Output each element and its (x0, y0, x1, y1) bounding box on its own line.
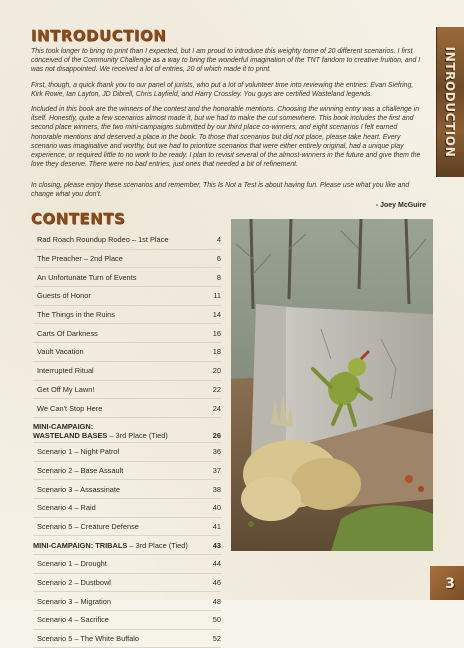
intro-paragraph-1: This took longer to bring to print than I expected, but I am proud to introduce this weighty tome of 20 different scenarios. I first conceived of the Community Challenge as a way to bring the wonderful imagination of the TNT fandom to creative fruition, and I was not disappointed. We received a lot of entries, 20 of which made it to print. (31, 48, 421, 74)
toc-entry-title: Scenario 4 – Sacrifice (37, 615, 109, 625)
toc-entry-title: The Things in the Ruins (37, 310, 115, 320)
toc-entry-title: The Preacher – 2nd Place (37, 254, 123, 264)
toc-entry-title: Scenario 2 – Dustbowl (37, 578, 111, 588)
toc-section-label: WASTELAND BASES (33, 430, 108, 440)
toc-entry-title: Interrupted Ritual (37, 366, 94, 376)
toc-section-line1: MINI-CAMPAIGN: (33, 421, 94, 431)
toc-entry-title: Scenario 2 – Base Assault (37, 465, 124, 475)
toc-entry-title: Scenario 3 – Assassinate (37, 484, 120, 494)
contents-heading: CONTENTS (31, 210, 126, 228)
toc-entry[interactable] (33, 443, 221, 462)
toc-entry[interactable] (33, 555, 221, 574)
toc-entry[interactable] (33, 480, 221, 499)
toc-entry-title: Scenario 5 – The White Buffalo (37, 634, 140, 644)
toc-entry[interactable] (33, 381, 221, 400)
toc-entry-page: 4 (216, 235, 221, 245)
toc-entry-page: 14 (212, 310, 221, 320)
toc-section-page: 43 (212, 540, 221, 550)
toc-entry[interactable] (33, 231, 221, 250)
toc-entry-page: 41 (212, 521, 221, 531)
toc-entry-title: Guests of Honor (37, 291, 91, 301)
toc-entry[interactable] (33, 306, 221, 325)
toc-section-suffix: – 3rd Place (Tied) (127, 540, 188, 550)
toc-entry-title: We Can't Stop Here (37, 403, 103, 413)
toc-entry-title: Rad Roach Roundup Rodeo – 1st Place (37, 235, 169, 245)
toc-entry-page: 44 (212, 559, 221, 569)
toc-entry-page: 11 (213, 291, 221, 301)
toc-entry-page: 22 (212, 384, 221, 394)
toc-section-suffix: – 3rd Place (Tied) (107, 430, 168, 440)
toc-entry[interactable] (33, 462, 221, 481)
toc-entry[interactable] (33, 611, 221, 630)
intro-heading: INTRODUCTION (31, 27, 167, 45)
toc-entry[interactable] (33, 250, 221, 269)
toc-entry-page: 18 (212, 347, 221, 357)
toc-entry-title: Scenario 4 – Raid (37, 503, 96, 513)
side-tab-label: INTRODUCTION (443, 46, 457, 158)
toc-entry-title: Vault Vacation (37, 347, 84, 357)
toc-entry[interactable] (33, 574, 221, 593)
toc-entry[interactable] (33, 499, 221, 518)
toc-section-label: MINI-CAMPAIGN: TRIBALS (33, 540, 128, 550)
toc-section-wasteland-bases[interactable] (33, 418, 221, 443)
diorama-illustration (231, 219, 433, 551)
diorama-photo (231, 219, 433, 551)
toc-entry-title: Scenario 3 – Migration (37, 596, 111, 606)
toc-entry-title: Scenario 5 – Creature Defense (37, 521, 139, 531)
toc-entry[interactable] (33, 343, 221, 362)
side-tab (436, 27, 464, 177)
toc-entry-page: 50 (212, 615, 221, 625)
toc-entry-title: Scenario 1 – Night Patrol (37, 447, 120, 457)
intro-paragraph-4: In closing, please enjoy these scenarios and remember, This Is Not a Test is about having fun. Please use what you like and change what you don't. (31, 182, 410, 199)
toc-entry-title: An Unfortunate Turn of Events (37, 272, 137, 282)
toc-entry-title: Carts Of Darkness (37, 328, 98, 338)
toc-entry-page: 46 (212, 578, 221, 588)
intro-paragraph-2: First, though, a quick thank you to our panel of jurists, who put a lot of volunteer time into reviewing the entries: Evan Siefring, Kirk Rowe, Ian Layton, JD Dibrell, Chris Layfield, and Harry Crossley. You guys are certified Wasteland legends. (31, 82, 414, 99)
toc-entry-page: 20 (212, 366, 221, 376)
intro-paragraph-3: Included in this book are the winners of the contest and the honorable mentions. Choosing the winning entry was a challenge in itself. Honestly, quite a few scenarios almost made it, but we had to make the cut somewhere. This book includes the first and second place winners, the two mini-campaigns submitted by our third place co-winners, and eight scenarios I felt earned honorable mentions and deserved a place in the book. To those that scenarios but did not place, please take heart. Every scenario was imaginative and worthy, but we had to prioritize scenarios that were either entirely original, had a unique play experience, or required little to no work to be ready. I plan to revisit several of the almost-winners in the future and give them the love they deserve. There were no bad entries, just ones that needed a bit of refinement. (31, 106, 421, 169)
toc-entry[interactable] (33, 518, 221, 537)
toc-entry[interactable] (33, 268, 221, 287)
toc-entry-title: Scenario 1 – Drought (37, 559, 107, 569)
intro-signature: - Joey McGuire (375, 202, 426, 209)
toc-entry[interactable] (33, 324, 221, 343)
toc-entry-page: 37 (212, 465, 221, 475)
toc-entry-page: 24 (212, 403, 221, 413)
toc-entry-page: 6 (216, 254, 221, 264)
toc-entry[interactable] (33, 592, 221, 611)
toc-entry[interactable] (33, 399, 221, 418)
toc-entry-page: 38 (212, 484, 221, 494)
toc-entry-page: 36 (212, 447, 221, 457)
toc-entry-page: 16 (212, 328, 221, 338)
toc-section-tribals[interactable] (33, 536, 221, 555)
table-of-contents (33, 231, 221, 648)
toc-entry-page: 48 (212, 596, 221, 606)
toc-entry[interactable] (33, 630, 221, 648)
toc-entry[interactable] (33, 287, 221, 306)
toc-entry-page: 8 (216, 272, 221, 282)
toc-entry-title: Get Off My Lawn! (37, 384, 95, 394)
toc-entry-page: 40 (212, 503, 221, 513)
toc-entry[interactable] (33, 362, 221, 381)
toc-section-page: 26 (212, 430, 221, 440)
toc-entry-page: 52 (212, 634, 221, 644)
page-number: 3 (445, 576, 455, 592)
